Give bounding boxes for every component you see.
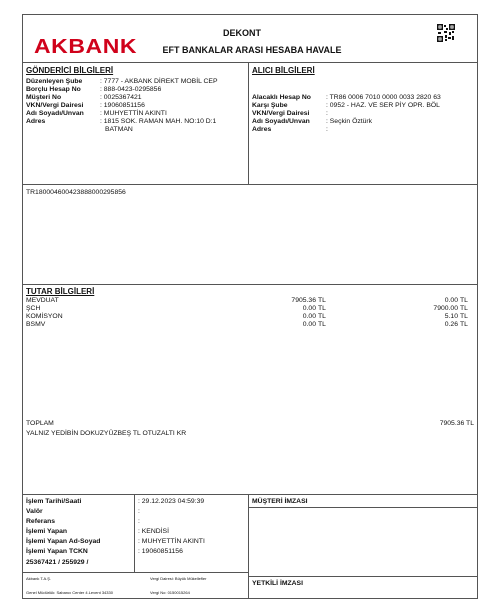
qr-code-icon xyxy=(437,24,455,42)
authorized-signature-label: YETKİLİ İMZASI xyxy=(252,580,303,587)
customer-signature-label: MÜŞTERİ İMZASI xyxy=(252,498,308,505)
signature-divider xyxy=(248,494,249,599)
amount-in-words: YALNIZ YEDİBİN DOKUZYÜZBEŞ TL OTUZALTI KR xyxy=(26,430,187,437)
receiver-heading: ALICI BİLGİLERİ xyxy=(252,66,315,75)
transaction-column-divider xyxy=(134,494,135,572)
total-value: 7905.36 TL xyxy=(439,420,474,427)
footer-company: Akbank T.A.Ş. xyxy=(26,576,52,581)
receipt-subtitle: EFT BANKALAR ARASI HESABA HAVALE xyxy=(162,45,342,55)
party-section-divider xyxy=(22,184,478,185)
footer-address: Genel Müdürlük: Sabancı Center 4.Levent 34330 xyxy=(26,590,113,595)
footer-tax-number: Vergi No: 0150015264 xyxy=(150,590,190,595)
sender-heading: GÖNDERİCİ BİLGİLERİ xyxy=(26,66,114,75)
footer-tax-office: Vergi Dairesi: Büyük Mükellefler xyxy=(150,576,207,581)
amount-section-divider xyxy=(22,284,478,285)
akbank-logo: AKBANK xyxy=(34,36,138,58)
authorized-signature-divider xyxy=(248,576,478,577)
reference-line: TR180004600423888000295856 xyxy=(26,189,126,196)
header-divider xyxy=(22,62,478,63)
party-divider xyxy=(248,62,249,184)
receipt-title: DEKONT xyxy=(223,28,261,38)
transaction-section-divider xyxy=(22,494,478,495)
amounts-heading: TUTAR BİLGİLERİ xyxy=(26,287,95,296)
total-label: TOPLAM xyxy=(26,420,54,427)
footer-divider xyxy=(22,572,248,573)
customer-signature-underline xyxy=(248,507,478,508)
